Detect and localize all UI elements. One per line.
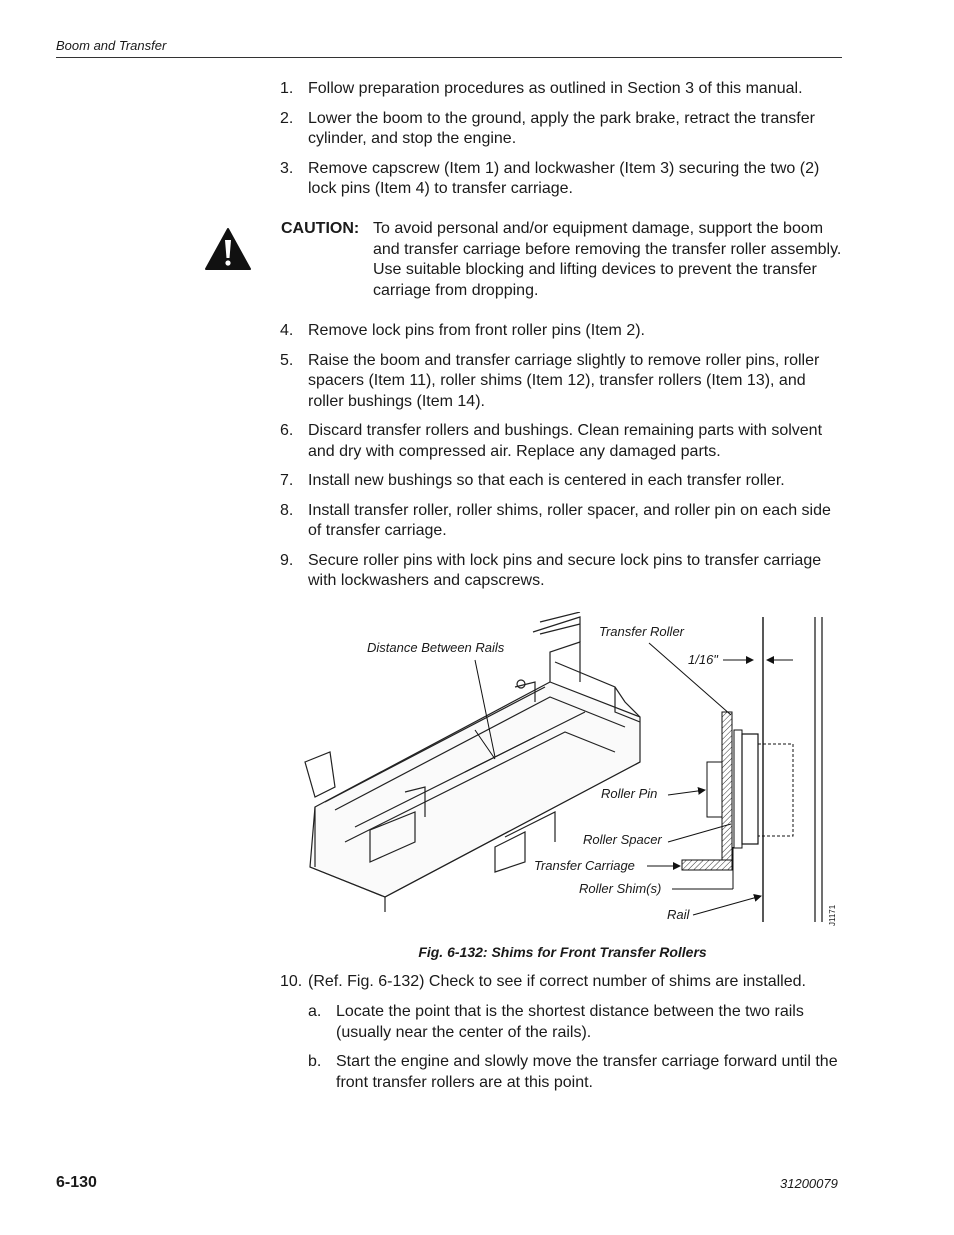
label-gap: 1/16" bbox=[688, 652, 718, 667]
step-2 bbox=[280, 109, 845, 150]
caution-label: CAUTION: bbox=[281, 220, 360, 237]
step-1 bbox=[280, 79, 845, 100]
label-roller-shims: Roller Shim(s) bbox=[579, 881, 662, 896]
step-number: 3. bbox=[280, 159, 294, 177]
step-8 bbox=[280, 501, 845, 542]
step-number: 10. bbox=[280, 973, 303, 990]
step-text: Discard transfer rollers and bushings. Clean remaining parts with solvent and dry with compressed air. Replace any damaged parts. bbox=[308, 422, 823, 460]
step-7 bbox=[280, 471, 845, 492]
label-transfer-roller: Transfer Roller bbox=[599, 624, 685, 639]
step-9 bbox=[280, 551, 845, 592]
step-number: 5. bbox=[280, 351, 294, 369]
caution-block bbox=[281, 219, 846, 301]
step-number: 6. bbox=[280, 422, 294, 439]
step-text: Install transfer roller, roller shims, roller spacer, and roller pin on each side of transfer carriage. bbox=[308, 501, 831, 539]
caution-text: To avoid personal and/or equipment damage, support the boom and transfer carriage before removing the transfer roller assembly. Use suitable blocking and lifting devices to prevent the transfer carriage from dropping. bbox=[373, 220, 842, 299]
step-text: Raise the boom and transfer carriage slightly to remove roller pins, roller spacers (Item 11), roller shims (Item 12), transfer rollers (Item 13), and roller bushings (Item 14). bbox=[308, 351, 820, 410]
step-text: Secure roller pins with lock pins and secure lock pins to transfer carriage with lockwashers and capscrews. bbox=[308, 551, 822, 589]
steps-list-a bbox=[280, 79, 845, 209]
label-transfer-carriage: Transfer Carriage bbox=[534, 858, 635, 873]
substep-b bbox=[308, 1052, 853, 1093]
step-6 bbox=[280, 421, 845, 462]
step-number: 4. bbox=[280, 322, 294, 339]
step-number: 2. bbox=[280, 109, 294, 127]
document-number: 31200079 bbox=[780, 1176, 838, 1191]
substeps-list bbox=[308, 1002, 853, 1102]
label-roller-pin: Roller Pin bbox=[601, 786, 658, 801]
step-text: (Ref. Fig. 6-132) Check to see if correct number of shims are installed. bbox=[308, 973, 806, 990]
step-text: Lower the boom to the ground, apply the park brake, retract the transfer cylinder, and stop the engine. bbox=[308, 109, 815, 147]
steps-list-b bbox=[280, 321, 845, 601]
page-number: 6-130 bbox=[56, 1174, 97, 1191]
substep-text: Locate the point that is the shortest distance between the two rails (usually near the center of the rails). bbox=[336, 1003, 804, 1041]
step-text: Remove lock pins from front roller pins (Item 2). bbox=[308, 322, 645, 339]
step-text: Remove capscrew (Item 1) and lockwasher (Item 3) securing the two (2) lock pins (Item 4) to transfer carriage. bbox=[308, 159, 820, 197]
step-text: Follow preparation procedures as outlined in Section 3 of this manual. bbox=[308, 80, 803, 97]
running-header: Boom and Transfer bbox=[56, 38, 167, 53]
step-number: 7. bbox=[280, 472, 294, 489]
step-number: 9. bbox=[280, 551, 294, 569]
label-distance-between-rails: Distance Between Rails bbox=[367, 640, 505, 655]
step-text: Install new bushings so that each is centered in each transfer roller. bbox=[308, 472, 785, 489]
figure-caption: Fig. 6-132: Shims for Front Transfer Rollers bbox=[418, 944, 707, 960]
substep-letter: a. bbox=[308, 1003, 322, 1020]
figure-shims-diagram bbox=[295, 612, 840, 932]
step-5 bbox=[280, 351, 845, 413]
step-3 bbox=[280, 159, 845, 200]
step-10 bbox=[280, 972, 850, 993]
header-rule bbox=[56, 57, 842, 58]
substep-text: Start the engine and slowly move the transfer carriage forward until the front transfer rollers are at this point. bbox=[336, 1053, 838, 1091]
step-number: 8. bbox=[280, 501, 294, 519]
substep-a bbox=[308, 1002, 853, 1043]
label-rail: Rail bbox=[667, 907, 690, 922]
label-roller-spacer: Roller Spacer bbox=[583, 832, 662, 847]
figure-code: J1171 bbox=[828, 904, 837, 926]
steps-list-c bbox=[280, 972, 850, 1002]
substep-letter: b. bbox=[308, 1053, 322, 1070]
step-4 bbox=[280, 321, 845, 342]
step-number: 1. bbox=[280, 80, 294, 97]
warning-triangle-icon bbox=[204, 227, 252, 271]
